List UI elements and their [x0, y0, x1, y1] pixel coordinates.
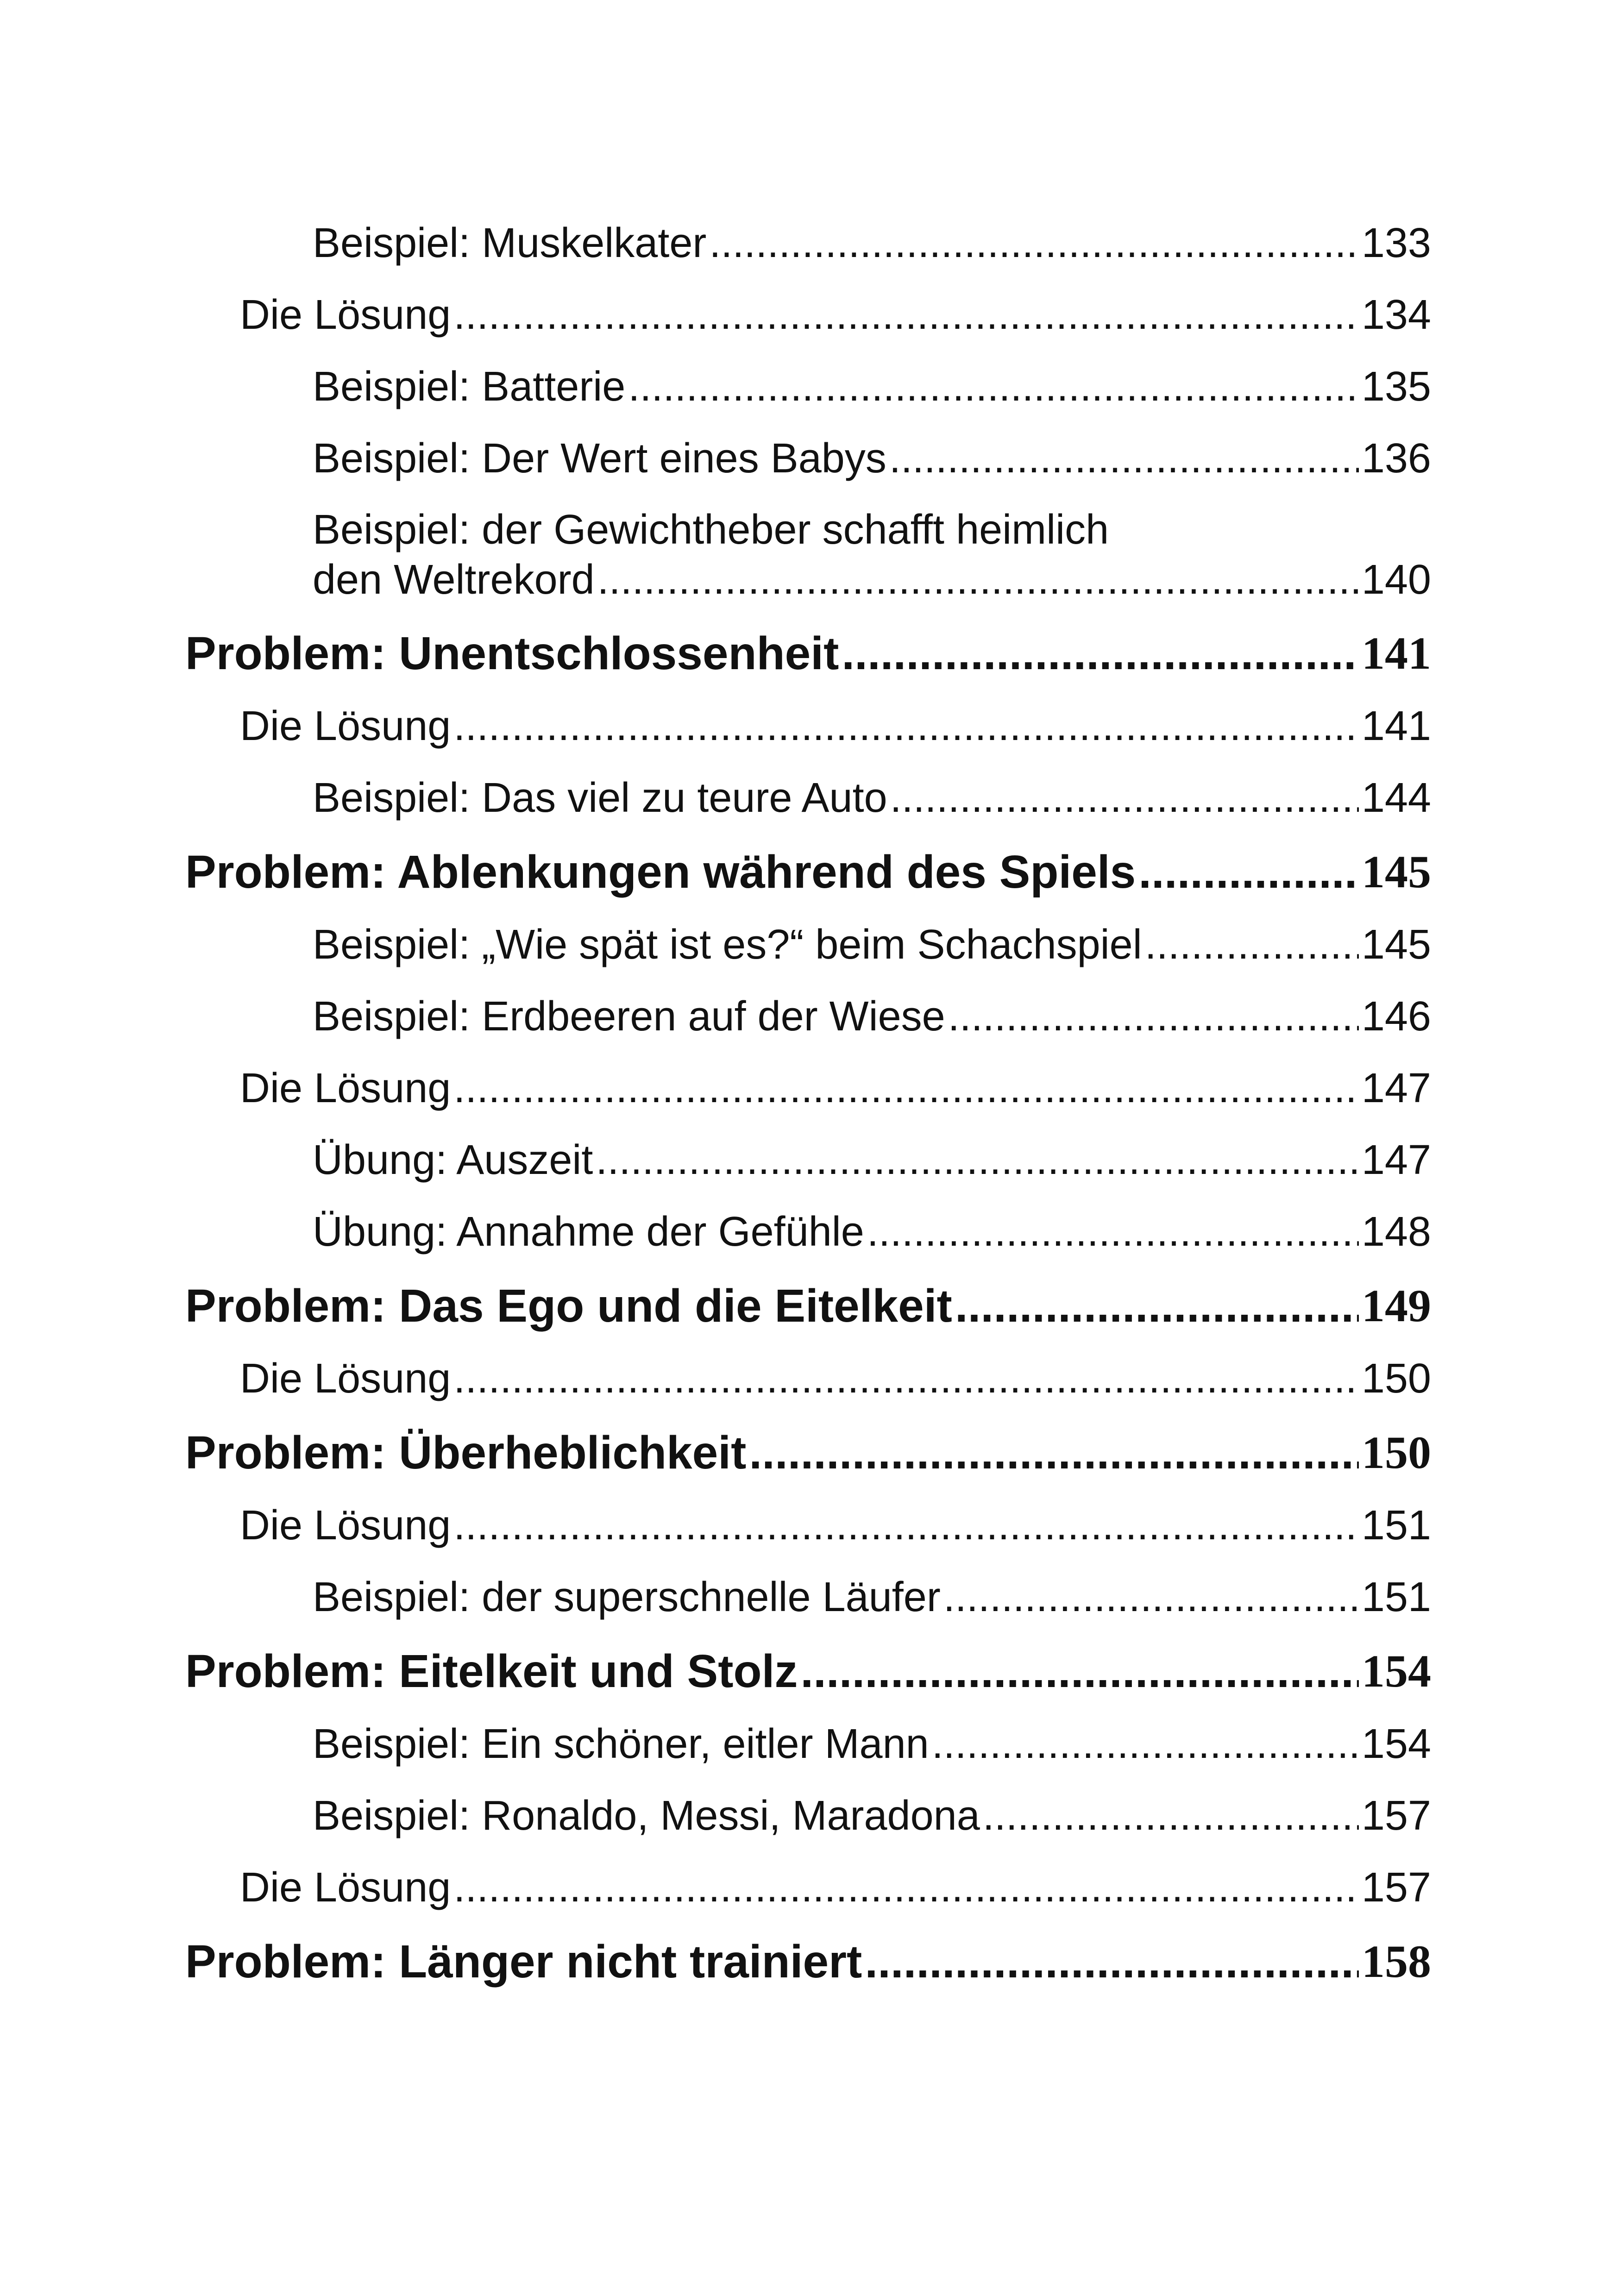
toc-entry-page: 141 — [1362, 627, 1431, 679]
toc-entry-page: 140 — [1361, 557, 1431, 603]
toc-entry[interactable] — [185, 1500, 1431, 1551]
toc-chapter-heading[interactable] — [185, 1934, 1431, 1989]
toc-entry-title: Problem: Länger nicht trainiert — [185, 1936, 862, 1988]
dot-leader — [453, 1353, 1359, 1404]
toc-entry[interactable] — [185, 1063, 1431, 1114]
dot-leader — [865, 1934, 1359, 1989]
toc-entry-page: 157 — [1361, 1864, 1431, 1911]
dot-leader — [1145, 919, 1359, 970]
toc-entry-page: 134 — [1361, 292, 1431, 338]
toc-entry-page: 149 — [1362, 1280, 1431, 1331]
toc-chapter-heading[interactable] — [185, 1644, 1431, 1699]
toc-entry[interactable] — [185, 1353, 1431, 1404]
dot-leader — [1138, 844, 1359, 900]
toc-entry-page: 145 — [1362, 846, 1431, 897]
toc-entry-title-line2: den Weltrekord — [313, 557, 595, 603]
toc-entry[interactable] — [185, 1135, 1431, 1186]
dot-leader — [842, 626, 1359, 681]
toc-entry-title: Beispiel: Das viel zu teure Auto — [313, 775, 887, 821]
dot-leader — [453, 701, 1359, 752]
toc-entry-title: Die Lösung — [240, 1065, 451, 1111]
dot-leader — [889, 433, 1359, 484]
dot-leader — [453, 289, 1359, 340]
toc-entry-page: 157 — [1361, 1793, 1431, 1839]
toc-chapter-heading[interactable] — [185, 1425, 1431, 1480]
toc-entry[interactable] — [185, 991, 1431, 1042]
toc-entry-page: 158 — [1362, 1936, 1431, 1987]
toc-entry[interactable] — [185, 919, 1431, 970]
toc-entry-title: Beispiel: Der Wert eines Babys — [313, 435, 886, 482]
toc-entry-page: 151 — [1361, 1502, 1431, 1549]
toc-entry-title: Beispiel: „Wie spät ist es?“ beim Schachspiel — [313, 922, 1142, 968]
dot-leader — [628, 361, 1358, 412]
toc-entry-title: Die Lösung — [240, 1355, 451, 1402]
toc-entry[interactable] — [185, 701, 1431, 752]
toc-entry-page: 133 — [1361, 220, 1431, 266]
toc-entry-page: 147 — [1361, 1137, 1431, 1183]
toc-entry[interactable] — [185, 218, 1431, 269]
toc-entry-title: Problem: Überheblichkeit — [185, 1427, 747, 1479]
toc-entry[interactable] — [185, 1790, 1431, 1841]
dot-leader — [932, 1719, 1359, 1769]
toc-chapter-heading[interactable] — [185, 844, 1431, 900]
toc-entry[interactable] — [185, 433, 1431, 484]
toc-entry-title: Problem: Das Ego und die Eitelkeit — [185, 1280, 952, 1332]
toc-entry-page: 154 — [1362, 1645, 1431, 1697]
toc-entry[interactable] — [185, 1206, 1431, 1257]
toc-entry-page: 145 — [1361, 922, 1431, 968]
toc-entry-page: 151 — [1361, 1574, 1431, 1620]
toc-entry-title: Beispiel: Batterie — [313, 364, 626, 410]
dot-leader — [597, 555, 1359, 605]
toc-entry[interactable] — [185, 1719, 1431, 1769]
toc-entry-title: Beispiel: Muskelkater — [313, 220, 707, 266]
dot-leader — [453, 1063, 1359, 1114]
toc-entry-title: Beispiel: Erdbeeren auf der Wiese — [313, 993, 945, 1040]
dot-leader — [867, 1206, 1359, 1257]
toc-entry-page: 150 — [1362, 1427, 1431, 1478]
toc-entry-title: Beispiel: Ein schöner, eitler Mann — [313, 1721, 929, 1767]
toc-entry-title: Die Lösung — [240, 703, 451, 749]
toc-entry[interactable] — [185, 772, 1431, 823]
toc-entry-title: Die Lösung — [240, 292, 451, 338]
dot-leader — [890, 772, 1359, 823]
dot-leader — [948, 991, 1359, 1042]
toc-entry-page: 141 — [1361, 703, 1431, 749]
toc-entry-title: Die Lösung — [240, 1864, 451, 1911]
toc-entry-page: 144 — [1361, 775, 1431, 821]
toc-entry-title-line1: Beispiel: der Gewichtheber schafft heimlich — [313, 507, 1109, 553]
toc-entry-title: Beispiel: der superschnelle Läufer — [313, 1574, 941, 1620]
dot-leader — [955, 1278, 1359, 1334]
toc-entry-page: 136 — [1361, 435, 1431, 482]
toc-entry-page: 135 — [1361, 364, 1431, 410]
dot-leader — [749, 1425, 1359, 1480]
toc-chapter-heading[interactable] — [185, 626, 1431, 681]
toc-entry-title: Problem: Ablenkungen während des Spiels — [185, 846, 1136, 898]
dot-leader — [453, 1500, 1359, 1551]
toc-entry-page: 148 — [1361, 1209, 1431, 1255]
dot-leader — [983, 1790, 1359, 1841]
toc-entry-multiline[interactable] — [185, 505, 1431, 605]
toc-entry-page: 150 — [1361, 1355, 1431, 1402]
dot-leader — [453, 1862, 1359, 1913]
dot-leader — [943, 1572, 1359, 1623]
toc-entry[interactable] — [185, 289, 1431, 340]
toc-entry-title: Problem: Unentschlossenheit — [185, 627, 839, 679]
dot-leader — [800, 1644, 1359, 1699]
toc-entry-page: 154 — [1361, 1721, 1431, 1767]
toc-entry[interactable] — [185, 1572, 1431, 1623]
toc-entry-page: 146 — [1361, 993, 1431, 1040]
toc-entry[interactable] — [185, 1862, 1431, 1913]
toc-entry-title: Übung: Annahme der Gefühle — [313, 1209, 864, 1255]
toc-chapter-heading[interactable] — [185, 1278, 1431, 1334]
toc-entry-title: Beispiel: Ronaldo, Messi, Maradona — [313, 1793, 980, 1839]
toc-entry-title: Übung: Auszeit — [313, 1137, 593, 1183]
toc-entry-title: Problem: Eitelkeit und Stolz — [185, 1645, 798, 1697]
table-of-contents — [185, 218, 1431, 2009]
toc-entry-page: 147 — [1361, 1065, 1431, 1111]
dot-leader — [596, 1135, 1358, 1186]
toc-entry[interactable] — [185, 361, 1431, 412]
dot-leader — [709, 218, 1358, 269]
toc-entry-title: Die Lösung — [240, 1502, 451, 1549]
